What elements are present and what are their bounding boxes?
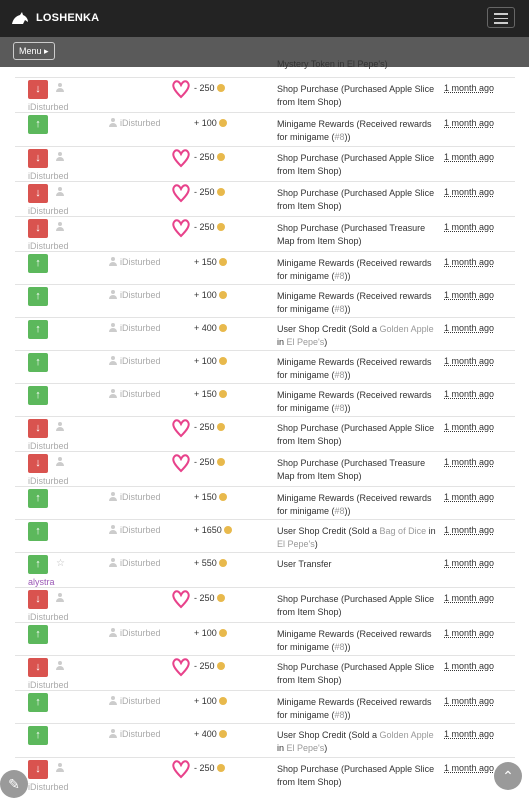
amount-value bbox=[194, 696, 227, 706]
transaction-row bbox=[15, 622, 515, 656]
transaction-row bbox=[15, 519, 515, 553]
description-text: Shop Purchase (Purchased Apple Slice from Item Shop) bbox=[277, 188, 435, 211]
description-text: Minigame Rewards (Received rewards for minigame ( bbox=[277, 258, 432, 281]
heart-doodle-icon bbox=[170, 417, 192, 439]
username-link[interactable]: iDisturbed bbox=[120, 628, 161, 638]
edit-pencil-button[interactable] bbox=[0, 770, 28, 798]
description-text: Shop Purchase (Purchased Apple Slice from Item Shop) bbox=[277, 764, 435, 787]
username-link[interactable]: iDisturbed bbox=[120, 492, 161, 502]
timestamp: 1 month ago bbox=[444, 356, 495, 366]
timestamp: 1 month ago bbox=[444, 222, 495, 232]
timestamp: 1 month ago bbox=[444, 152, 495, 162]
description-link[interactable]: El Pepe's bbox=[286, 337, 325, 347]
amount-value bbox=[194, 729, 227, 739]
arrow-up-icon: ↑ bbox=[28, 726, 48, 745]
transaction-description bbox=[277, 356, 437, 382]
user-icon bbox=[55, 422, 65, 432]
top-navbar bbox=[0, 0, 529, 37]
timestamp: 1 month ago bbox=[444, 525, 495, 535]
amount-text: - 250 bbox=[194, 763, 215, 773]
transaction-description bbox=[277, 257, 437, 283]
username-link[interactable]: iDisturbed bbox=[28, 241, 69, 251]
username-link[interactable]: iDisturbed bbox=[28, 476, 69, 486]
description-text: )) bbox=[344, 710, 351, 720]
amount-value bbox=[194, 222, 225, 232]
amount-value bbox=[194, 593, 225, 603]
transaction-row bbox=[15, 416, 515, 452]
amount-value bbox=[194, 558, 227, 568]
amount-text: - 250 bbox=[194, 83, 215, 93]
timestamp: 1 month ago bbox=[444, 696, 495, 706]
amount-value bbox=[194, 323, 227, 333]
user-icon bbox=[108, 118, 118, 128]
transaction-row bbox=[15, 451, 515, 487]
user-icon bbox=[55, 593, 65, 603]
arrow-down-icon: ↓ bbox=[28, 80, 48, 99]
user-icon bbox=[108, 389, 118, 399]
heart-doodle-icon bbox=[170, 78, 192, 100]
timestamp: 1 month ago bbox=[444, 83, 495, 93]
coin-icon bbox=[217, 764, 225, 772]
user-icon bbox=[55, 187, 65, 197]
arrow-down-icon: ↓ bbox=[28, 658, 48, 677]
arrow-up-icon: ↑ bbox=[28, 386, 48, 405]
description-text: )) bbox=[344, 370, 351, 380]
arrow-down-icon: ↓ bbox=[28, 760, 48, 779]
description-link[interactable]: El Pepe's bbox=[277, 539, 315, 549]
amount-value bbox=[194, 290, 227, 300]
description-text: in bbox=[277, 337, 287, 347]
transaction-row bbox=[15, 655, 515, 691]
description-link[interactable]: #8 bbox=[334, 506, 345, 516]
coin-icon bbox=[217, 662, 225, 670]
timestamp: 1 month ago bbox=[444, 763, 495, 773]
brand-link[interactable] bbox=[10, 9, 99, 27]
user-icon bbox=[108, 257, 118, 267]
coin-icon bbox=[217, 188, 225, 196]
description-text: Shop Purchase (Purchased Treasure Map from Item Shop) bbox=[277, 458, 426, 481]
amount-text: + 100 bbox=[194, 118, 217, 128]
transaction-description bbox=[277, 661, 437, 687]
transaction-description bbox=[277, 492, 437, 518]
amount-text: + 100 bbox=[194, 696, 217, 706]
amount-text: - 250 bbox=[194, 422, 215, 432]
user-icon bbox=[108, 558, 118, 568]
amount-text: - 250 bbox=[194, 593, 215, 603]
star-icon: ☆ bbox=[56, 558, 65, 569]
coin-icon bbox=[219, 559, 227, 567]
description-text: Minigame Rewards (Received rewards for minigame ( bbox=[277, 357, 432, 380]
scroll-to-top-button[interactable] bbox=[494, 762, 522, 790]
transaction-row bbox=[15, 77, 515, 113]
description-text: Minigame Rewards (Received rewards for minigame ( bbox=[277, 390, 432, 413]
heart-doodle-icon bbox=[170, 758, 192, 780]
amount-text: + 400 bbox=[194, 729, 217, 739]
description-text: User Shop Credit (Sold a bbox=[277, 730, 380, 740]
amount-value bbox=[194, 152, 225, 162]
user-icon bbox=[55, 152, 65, 162]
transaction-row bbox=[15, 146, 515, 182]
user-icon bbox=[108, 525, 118, 535]
coin-icon bbox=[219, 390, 227, 398]
description-text: Minigame Rewards (Received rewards for minigame ( bbox=[277, 493, 432, 516]
transaction-description bbox=[277, 118, 437, 144]
transaction-description bbox=[277, 152, 437, 178]
username-link[interactable]: iDisturbed bbox=[28, 206, 69, 216]
amount-value bbox=[194, 356, 227, 366]
description-text: Shop Purchase (Purchased Treasure Map from Item Shop) bbox=[277, 223, 426, 246]
description-text: )) bbox=[344, 506, 351, 516]
timestamp: 1 month ago bbox=[444, 558, 495, 568]
transaction-description bbox=[277, 729, 437, 755]
user-icon bbox=[108, 290, 118, 300]
timestamp: 1 month ago bbox=[444, 389, 495, 399]
description-link[interactable]: #8 bbox=[334, 403, 345, 413]
arrow-down-icon: ↓ bbox=[28, 454, 48, 473]
description-text: in bbox=[426, 526, 436, 536]
description-link[interactable]: El Pepe's bbox=[286, 743, 325, 753]
description-text: )) bbox=[344, 271, 351, 281]
heart-doodle-icon bbox=[170, 588, 192, 610]
timestamp: 1 month ago bbox=[444, 118, 495, 128]
transaction-description bbox=[277, 83, 437, 109]
amount-text: + 150 bbox=[194, 492, 217, 502]
description-text: )) bbox=[344, 403, 351, 413]
coin-icon bbox=[217, 223, 225, 231]
timestamp: 1 month ago bbox=[444, 323, 495, 333]
username-link[interactable]: iDisturbed bbox=[120, 290, 161, 300]
transaction-row bbox=[15, 284, 515, 318]
timestamp: 1 month ago bbox=[444, 729, 495, 739]
arrow-up-icon: ↑ bbox=[28, 522, 48, 541]
user-icon bbox=[55, 83, 65, 93]
amount-value bbox=[194, 83, 225, 93]
user-icon bbox=[108, 492, 118, 502]
double-chevron-up-icon: ⌃ bbox=[502, 768, 514, 784]
arrow-down-icon: ↓ bbox=[28, 184, 48, 203]
coin-icon bbox=[219, 324, 227, 332]
user-icon bbox=[108, 696, 118, 706]
username-link[interactable]: iDisturbed bbox=[28, 680, 69, 690]
transaction-description bbox=[277, 525, 437, 551]
transaction-row bbox=[15, 181, 515, 217]
user-icon bbox=[108, 356, 118, 366]
transaction-description bbox=[277, 290, 437, 316]
username-link[interactable]: iDisturbed bbox=[120, 118, 161, 128]
amount-text: - 250 bbox=[194, 152, 215, 162]
coin-icon bbox=[219, 697, 227, 705]
username-link[interactable]: iDisturbed bbox=[28, 171, 69, 181]
arrow-down-icon: ↓ bbox=[28, 590, 48, 609]
amount-value bbox=[194, 422, 225, 432]
username-link[interactable]: iDisturbed bbox=[120, 356, 161, 366]
username-link[interactable]: iDisturbed bbox=[120, 257, 161, 267]
caret-right-icon: ▸ bbox=[44, 46, 49, 56]
arrow-up-icon: ↑ bbox=[28, 254, 48, 273]
description-text: )) bbox=[344, 132, 351, 142]
coin-icon bbox=[217, 153, 225, 161]
description-text: Minigame Rewards (Received rewards for minigame ( bbox=[277, 697, 432, 720]
menu-label: Menu bbox=[19, 46, 42, 56]
coin-icon bbox=[219, 119, 227, 127]
description-link[interactable]: Golden Apple bbox=[379, 730, 434, 740]
description-link[interactable]: #8 bbox=[334, 271, 345, 281]
transaction-description bbox=[277, 593, 437, 619]
transaction-row bbox=[15, 757, 515, 798]
coin-icon bbox=[217, 423, 225, 431]
description-link[interactable]: #8 bbox=[334, 710, 345, 720]
description-text: Shop Purchase (Purchased Apple Slice from Item Shop) bbox=[277, 84, 435, 107]
transaction-row bbox=[15, 317, 515, 351]
amount-text: - 250 bbox=[194, 661, 215, 671]
transaction-description bbox=[277, 628, 437, 654]
arrow-down-icon: ↓ bbox=[28, 219, 48, 238]
coin-icon bbox=[217, 458, 225, 466]
transaction-row bbox=[15, 216, 515, 252]
timestamp: 1 month ago bbox=[444, 290, 495, 300]
arrow-up-icon: ↑ bbox=[28, 693, 48, 712]
amount-text: + 150 bbox=[194, 257, 217, 267]
description-link[interactable]: #8 bbox=[334, 304, 345, 314]
username-link[interactable]: iDisturbed bbox=[28, 612, 69, 622]
coin-icon bbox=[217, 84, 225, 92]
transaction-row bbox=[15, 112, 515, 147]
amount-value bbox=[194, 492, 227, 502]
timestamp: 1 month ago bbox=[444, 593, 495, 603]
amount-text: - 250 bbox=[194, 222, 215, 232]
brand-name: LOSHENKA bbox=[36, 12, 100, 24]
coin-icon bbox=[219, 493, 227, 501]
sub-navbar bbox=[0, 37, 529, 67]
transaction-description bbox=[277, 222, 437, 248]
transaction-description bbox=[277, 696, 437, 722]
transaction-description bbox=[277, 323, 437, 349]
arrow-down-icon: ↓ bbox=[28, 149, 48, 168]
timestamp: 1 month ago bbox=[444, 422, 495, 432]
timestamp: 1 month ago bbox=[444, 457, 495, 467]
arrow-up-icon: ↑ bbox=[28, 489, 48, 508]
amount-value bbox=[194, 628, 227, 638]
transaction-description bbox=[277, 187, 437, 213]
amount-value bbox=[194, 187, 225, 197]
transaction-description bbox=[277, 558, 437, 571]
arrow-up-icon: ↑ bbox=[28, 625, 48, 644]
amount-text: - 250 bbox=[194, 457, 215, 467]
heart-doodle-icon bbox=[170, 182, 192, 204]
amount-text: + 100 bbox=[194, 628, 217, 638]
arrow-up-icon: ↑ bbox=[28, 287, 48, 306]
arrow-up-icon: ↑ bbox=[28, 115, 48, 134]
transaction-row bbox=[15, 350, 515, 384]
username-link[interactable]: iDisturbed bbox=[120, 323, 161, 333]
username-link[interactable]: iDisturbed bbox=[120, 558, 161, 568]
user-icon bbox=[55, 661, 65, 671]
coin-icon bbox=[219, 357, 227, 365]
description-text: ) bbox=[324, 337, 328, 347]
timestamp: 1 month ago bbox=[444, 628, 495, 638]
transaction-row bbox=[15, 251, 515, 285]
coin-icon bbox=[217, 594, 225, 602]
timestamp: 1 month ago bbox=[444, 492, 495, 502]
user-icon bbox=[55, 222, 65, 232]
description-text: Minigame Rewards (Received rewards for minigame ( bbox=[277, 629, 432, 652]
description-text: Shop Purchase (Purchased Apple Slice from Item Shop) bbox=[277, 153, 435, 176]
transaction-row bbox=[15, 587, 515, 623]
user-icon bbox=[108, 729, 118, 739]
heart-doodle-icon bbox=[170, 656, 192, 678]
amount-text: + 100 bbox=[194, 356, 217, 366]
amount-text: - 250 bbox=[194, 187, 215, 197]
heart-doodle-icon bbox=[170, 147, 192, 169]
user-icon bbox=[55, 763, 65, 773]
description-link[interactable]: #8 bbox=[334, 370, 345, 380]
transaction-row bbox=[15, 552, 515, 588]
arrow-up-icon: ↑ bbox=[28, 320, 48, 339]
description-link[interactable]: Bag of Dice bbox=[379, 526, 427, 536]
transaction-description bbox=[277, 389, 437, 415]
transaction-row bbox=[15, 690, 515, 724]
description-text: Minigame Rewards (Received rewards for minigame ( bbox=[277, 291, 432, 314]
user-icon bbox=[55, 457, 65, 467]
transaction-row bbox=[15, 723, 515, 758]
coin-icon bbox=[219, 258, 227, 266]
navbar-toggle-button[interactable] bbox=[487, 7, 515, 28]
amount-value bbox=[194, 525, 232, 535]
description-text: in bbox=[277, 743, 287, 753]
description-text: Shop Purchase (Purchased Apple Slice from Item Shop) bbox=[277, 423, 435, 446]
description-text: ) bbox=[314, 539, 318, 549]
amount-value bbox=[194, 389, 227, 399]
username-link[interactable]: iDisturbed bbox=[28, 782, 69, 792]
description-text: Shop Purchase (Purchased Apple Slice from Item Shop) bbox=[277, 594, 435, 617]
arrow-down-icon: ↓ bbox=[28, 419, 48, 438]
user-icon bbox=[108, 323, 118, 333]
description-text: )) bbox=[344, 304, 351, 314]
description-link[interactable]: Golden Apple bbox=[379, 324, 434, 334]
arrow-up-icon: ↑ bbox=[28, 353, 48, 372]
transaction-row bbox=[15, 383, 515, 417]
amount-value bbox=[194, 457, 225, 467]
coin-icon bbox=[219, 291, 227, 299]
username-link[interactable]: iDisturbed bbox=[120, 525, 161, 535]
description-text: User Shop Credit (Sold a bbox=[277, 526, 380, 536]
username-link[interactable]: iDisturbed bbox=[28, 441, 69, 451]
menu-button[interactable] bbox=[13, 42, 55, 60]
username-link[interactable]: iDisturbed bbox=[28, 102, 69, 112]
description-text: User Transfer bbox=[277, 559, 332, 569]
amount-value bbox=[194, 661, 225, 671]
description-text: )) bbox=[344, 642, 351, 652]
transaction-description bbox=[277, 457, 437, 483]
transaction-row bbox=[15, 486, 515, 520]
transaction-description bbox=[277, 763, 437, 789]
top-fragment: Mystery Token in El Pepe's) bbox=[277, 59, 388, 69]
amount-text: + 400 bbox=[194, 323, 217, 333]
timestamp: 1 month ago bbox=[444, 661, 495, 671]
user-icon bbox=[108, 628, 118, 638]
description-text: User Shop Credit (Sold a bbox=[277, 324, 380, 334]
timestamp: 1 month ago bbox=[444, 257, 495, 267]
amount-text: + 1650 bbox=[194, 525, 222, 535]
username-link[interactable]: iDisturbed bbox=[120, 729, 161, 739]
amount-value bbox=[194, 763, 225, 773]
description-text: Shop Purchase (Purchased Apple Slice from Item Shop) bbox=[277, 662, 435, 685]
description-link[interactable]: #8 bbox=[334, 132, 345, 142]
description-text: ) bbox=[324, 743, 328, 753]
coin-icon bbox=[224, 526, 232, 534]
timestamp: 1 month ago bbox=[444, 187, 495, 197]
transaction-description bbox=[277, 422, 437, 448]
pencil-icon: ✎ bbox=[8, 776, 20, 792]
coin-icon bbox=[219, 629, 227, 637]
amount-value bbox=[194, 257, 227, 267]
coin-icon bbox=[219, 730, 227, 738]
recipient-username-link[interactable]: alystra bbox=[28, 577, 55, 587]
amount-text: + 100 bbox=[194, 290, 217, 300]
heart-doodle-icon bbox=[170, 452, 192, 474]
description-link[interactable]: #8 bbox=[334, 642, 345, 652]
heart-doodle-icon bbox=[170, 217, 192, 239]
arrow-up-icon: ↑ bbox=[28, 555, 48, 574]
amount-text: + 550 bbox=[194, 558, 217, 568]
username-link[interactable]: iDisturbed bbox=[120, 389, 161, 399]
horse-logo-icon bbox=[10, 10, 30, 26]
amount-text: + 150 bbox=[194, 389, 217, 399]
username-link[interactable]: iDisturbed bbox=[120, 696, 161, 706]
amount-value bbox=[194, 118, 227, 128]
description-text: Minigame Rewards (Received rewards for minigame ( bbox=[277, 119, 432, 142]
